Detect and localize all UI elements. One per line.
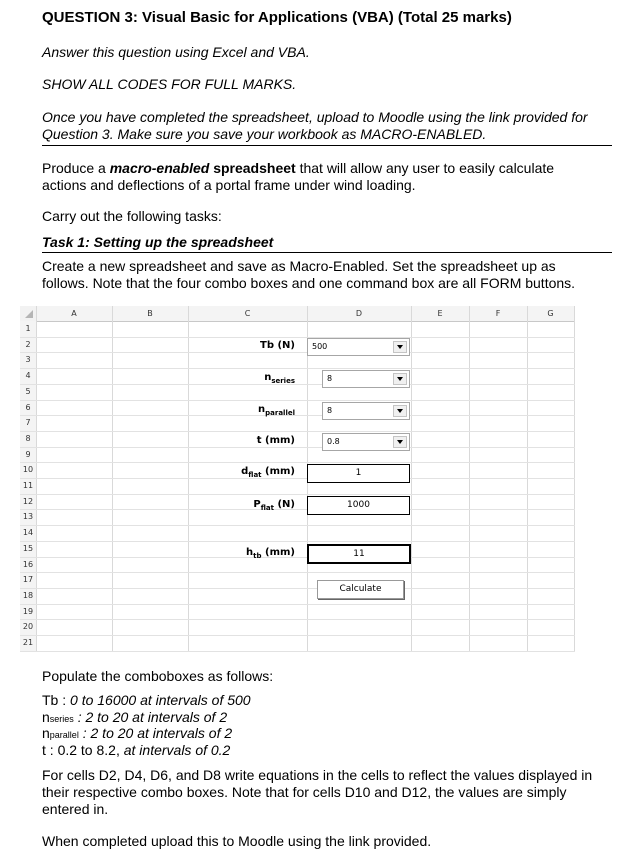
- dflat-label-sub: flat: [248, 471, 262, 479]
- row-header[interactable]: 15: [22, 543, 34, 553]
- gridline: [20, 478, 575, 479]
- gridline: [20, 572, 575, 573]
- gridline: [20, 352, 575, 353]
- row-header[interactable]: 8: [25, 433, 31, 443]
- create-paragraph: [42, 258, 612, 292]
- upload-instruction: [42, 109, 617, 143]
- gridline: [20, 384, 575, 385]
- intro-bold: spreadsheet: [209, 160, 296, 176]
- tb-range-line: [42, 692, 251, 708]
- gridline: [20, 557, 575, 558]
- column-header-d[interactable]: D: [355, 309, 363, 318]
- row-header[interactable]: 10: [22, 465, 34, 475]
- row-header[interactable]: 12: [22, 496, 34, 506]
- t-combobox[interactable]: [322, 433, 410, 451]
- row-header[interactable]: 13: [22, 512, 34, 522]
- htb-label-sub: tb: [253, 552, 262, 560]
- carry-out-text: Carry out the following tasks:: [42, 208, 222, 224]
- column-header-c[interactable]: C: [244, 309, 251, 318]
- nseries-label: [170, 372, 295, 385]
- nparallel-range-main: n: [42, 725, 50, 741]
- chevron-down-icon[interactable]: [393, 373, 407, 385]
- task1-heading: Task 1: Setting up the spreadsheet: [42, 234, 274, 250]
- gridline: [20, 651, 575, 652]
- gridline: [20, 588, 575, 589]
- t-range-b: at intervals of 0.2: [123, 742, 231, 758]
- row-header[interactable]: 19: [22, 606, 34, 616]
- pflat-cell[interactable]: 1000: [307, 496, 410, 515]
- nseries-label-main: n: [264, 372, 272, 383]
- chevron-down-icon[interactable]: [393, 405, 407, 417]
- nseries-label-sub: series: [271, 377, 295, 385]
- dflat-label: [170, 466, 295, 479]
- row-header[interactable]: 18: [22, 590, 34, 600]
- column-header-a[interactable]: A: [71, 309, 77, 318]
- populate-heading: Populate the comboboxes as follows:: [42, 668, 274, 684]
- nseries-range-sub: series: [49, 714, 74, 724]
- row-header[interactable]: 9: [25, 449, 31, 459]
- row-header[interactable]: 21: [22, 638, 34, 647]
- intro-text-rest: that will allow any user to easily calculate: [295, 160, 555, 176]
- row-header[interactable]: 3: [25, 355, 31, 365]
- htb-label: [170, 547, 295, 560]
- gridline: [20, 509, 575, 510]
- gridline: [20, 415, 575, 416]
- calculate-button[interactable]: Calculate: [317, 580, 404, 599]
- tb-label: Tb (N): [260, 340, 295, 351]
- t-range-a: 0.2 to 8.2,: [57, 742, 124, 758]
- t-combobox-value: 0.8: [327, 437, 340, 446]
- final-instruction: When completed upload this to Moodle using the link provided.: [42, 833, 432, 849]
- divider: [42, 252, 612, 253]
- htb-cell[interactable]: 11: [307, 544, 411, 564]
- show-codes-instruction: SHOW ALL CODES FOR FULL MARKS.: [42, 76, 297, 92]
- spreadsheet[interactable]: [20, 306, 575, 651]
- chevron-down-icon[interactable]: [393, 341, 407, 353]
- row-header[interactable]: 6: [25, 402, 31, 412]
- pflat-label-sub: flat: [260, 504, 274, 512]
- nparallel-range-line: [42, 725, 232, 743]
- column-header-f[interactable]: F: [495, 309, 501, 318]
- intro-emphasis: macro-enabled: [109, 160, 210, 176]
- row-header[interactable]: 14: [22, 528, 34, 538]
- htb-label-unit: (mm): [261, 547, 295, 558]
- pflat-label-main: P: [253, 499, 261, 510]
- nparallel-label-main: n: [258, 404, 266, 415]
- divider: [42, 145, 612, 146]
- intro-line2: actions and deflections of a portal frame under wind loading.: [42, 177, 416, 193]
- tb-range-value: 0 to 16000 at intervals of 500: [70, 692, 251, 708]
- gridline: [20, 447, 575, 448]
- column-header-b[interactable]: B: [147, 309, 153, 318]
- column-header-e[interactable]: E: [437, 309, 443, 318]
- intro-text: Produce a: [42, 160, 110, 176]
- nparallel-range-sub: parallel: [49, 730, 79, 740]
- gridline: [20, 368, 575, 369]
- row-header[interactable]: 5: [25, 386, 31, 396]
- pflat-label-unit: (N): [274, 499, 295, 510]
- nparallel-label-sub: parallel: [265, 409, 295, 417]
- dflat-label-main: d: [241, 466, 249, 477]
- answer-instruction: Answer this question using Excel and VBA.: [42, 44, 310, 60]
- intro-paragraph: [42, 160, 602, 194]
- upload-instruction-line2: Question 3. Make sure you save your workbook as MACRO-ENABLED.: [42, 126, 487, 142]
- t-range-label: t :: [42, 742, 58, 758]
- gridline: [20, 337, 575, 338]
- dflat-label-unit: (mm): [261, 466, 295, 477]
- row-header[interactable]: 17: [22, 575, 34, 585]
- row-header[interactable]: 7: [25, 418, 31, 428]
- gridline: [20, 541, 575, 542]
- nparallel-label: [170, 404, 295, 417]
- t-label: t (mm): [256, 435, 295, 446]
- row-header[interactable]: 20: [22, 622, 34, 632]
- chevron-down-icon[interactable]: [393, 436, 407, 448]
- upload-instruction-line1: Once you have completed the spreadsheet, upload to Moodle using the link provided for: [42, 109, 588, 125]
- question-title: QUESTION 3: Visual Basic for Applications (VBA) (Total 25 marks): [42, 9, 512, 26]
- gridline: [20, 431, 575, 432]
- gridline: [20, 525, 575, 526]
- gridline: [20, 619, 575, 620]
- row-header[interactable]: 1: [25, 324, 31, 333]
- pflat-label: [170, 499, 295, 512]
- nseries-range-main: n: [42, 709, 50, 725]
- dflat-cell[interactable]: 1: [307, 464, 410, 483]
- htb-label-main: h: [246, 547, 254, 558]
- nparallel-combobox[interactable]: [322, 402, 410, 420]
- gridline: [20, 635, 575, 636]
- create-line1: Create a new spreadsheet and save as Macro-Enabled. Set the spreadsheet up as: [42, 258, 556, 274]
- row-header[interactable]: 2: [25, 339, 31, 349]
- row-header[interactable]: 4: [25, 371, 31, 381]
- create-line2: follows. Note that the four combo boxes and one command box are all FORM buttons.: [42, 275, 576, 291]
- nparallel-combobox-value: 8: [327, 406, 333, 415]
- cells-paragraph: For cells D2, D4, D6, and D8 write equations in the cells to reflect the values displayed in their respective combo boxes. Note that for cells D10 and D12, the values are simply entered in.: [42, 767, 593, 817]
- tb-combobox[interactable]: [307, 338, 410, 356]
- gridline: [20, 400, 575, 401]
- select-all-corner[interactable]: [20, 306, 36, 321]
- gridline: [20, 494, 575, 495]
- nseries-combobox-value: 8: [327, 374, 333, 383]
- tb-combobox-value: 500: [312, 342, 328, 351]
- gridline: [20, 462, 575, 463]
- row-header[interactable]: 11: [22, 481, 34, 490]
- nseries-combobox[interactable]: [322, 370, 410, 388]
- t-range-line: [42, 742, 230, 758]
- column-header-g[interactable]: G: [547, 309, 554, 318]
- gridline: [20, 604, 575, 605]
- nparallel-range-value: : 2 to 20 at intervals of 2: [78, 725, 233, 741]
- row-header[interactable]: 16: [22, 559, 34, 569]
- tb-range-label: Tb :: [42, 692, 71, 708]
- nseries-range-value: : 2 to 20 at intervals of 2: [73, 709, 228, 725]
